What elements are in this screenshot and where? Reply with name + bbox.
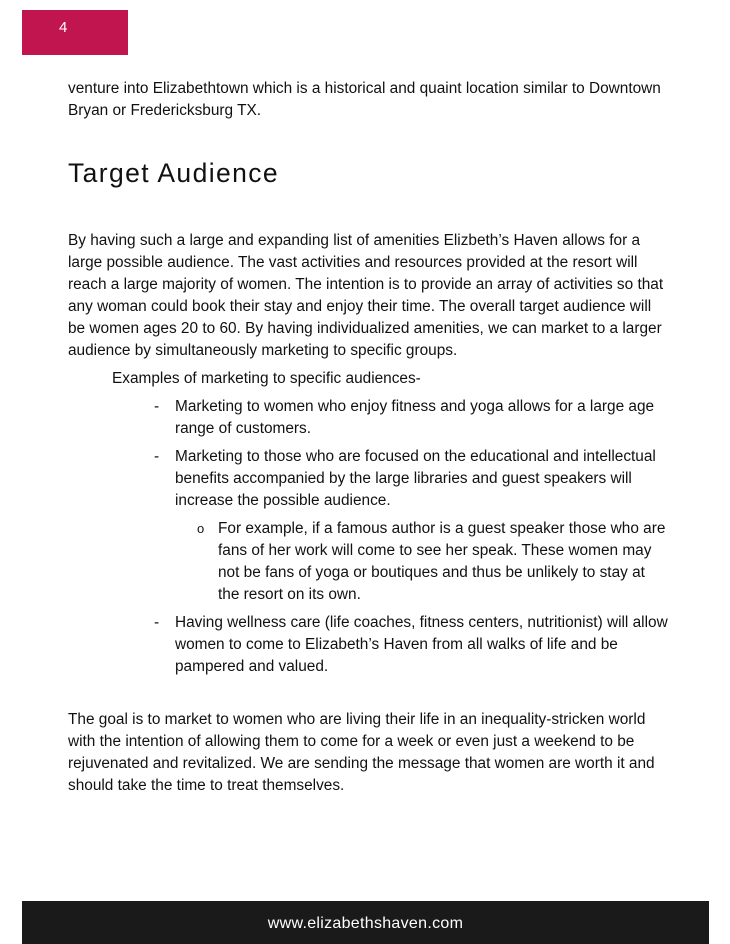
examples-lead: Examples of marketing to specific audiences-	[112, 370, 421, 387]
sub-list	[175, 518, 668, 606]
list-item	[68, 396, 668, 440]
sub-bullet-marker: o	[197, 521, 205, 536]
document-body	[68, 78, 668, 797]
closing-paragraph: The goal is to market to women who are living their life in an inequality-stricken world with the intention of allowing them to come for a week or even just a weekend to be rejuvenated and revitalized. We are sending the message that women are worth it and should take the time to treat themselves.	[68, 711, 655, 794]
footer-bar	[22, 901, 709, 944]
list-item	[68, 446, 668, 606]
footer-url[interactable]: www.elizabethshaven.com	[267, 915, 464, 932]
intro-paragraph: venture into Elizabethtown which is a historical and quaint location similar to Downtown Bryan or Fredericksburg TX.	[68, 80, 661, 119]
bullet-marker: -	[154, 398, 160, 415]
page-number: 4	[59, 19, 68, 36]
section-title: Target Audience	[68, 158, 280, 188]
examples-list	[68, 396, 668, 678]
bullet-marker: -	[154, 448, 160, 465]
page-number-badge	[22, 10, 128, 55]
list-item-text: Marketing to those who are focused on the educational and intellectual benefits accompanied by the large libraries and guest speakers will increase the possible audience.	[175, 448, 656, 509]
list-item	[68, 612, 668, 678]
sub-list-item	[175, 518, 668, 606]
sub-list-item-text: For example, if a famous author is a guest speaker those who are fans of her work will come to see her speak. These women may not be fans of yoga or boutiques and thus be unlikely to stay at the resort on its own.	[218, 520, 666, 603]
bullet-marker: -	[154, 614, 160, 631]
audience-paragraph: By having such a large and expanding list of amenities Elizbeth’s Haven allows for a large possible audience. The vast activities and resources provided at the resort will reach a large majority of women. The intention is to provide an array of activities so that any woman could book their stay and enjoy their time. The overall target audience will be women ages 20 to 60. By having individualized amenities, we can market to a larger audience by simultaneously marketing to specific groups.	[68, 232, 664, 359]
list-item-text: Marketing to women who enjoy fitness and yoga allows for a large age range of customers.	[175, 398, 655, 437]
list-item-text: Having wellness care (life coaches, fitness centers, nutritionist) will allow women to come to Elizabeth’s Haven from all walks of life and be pampered and valued.	[175, 614, 668, 675]
